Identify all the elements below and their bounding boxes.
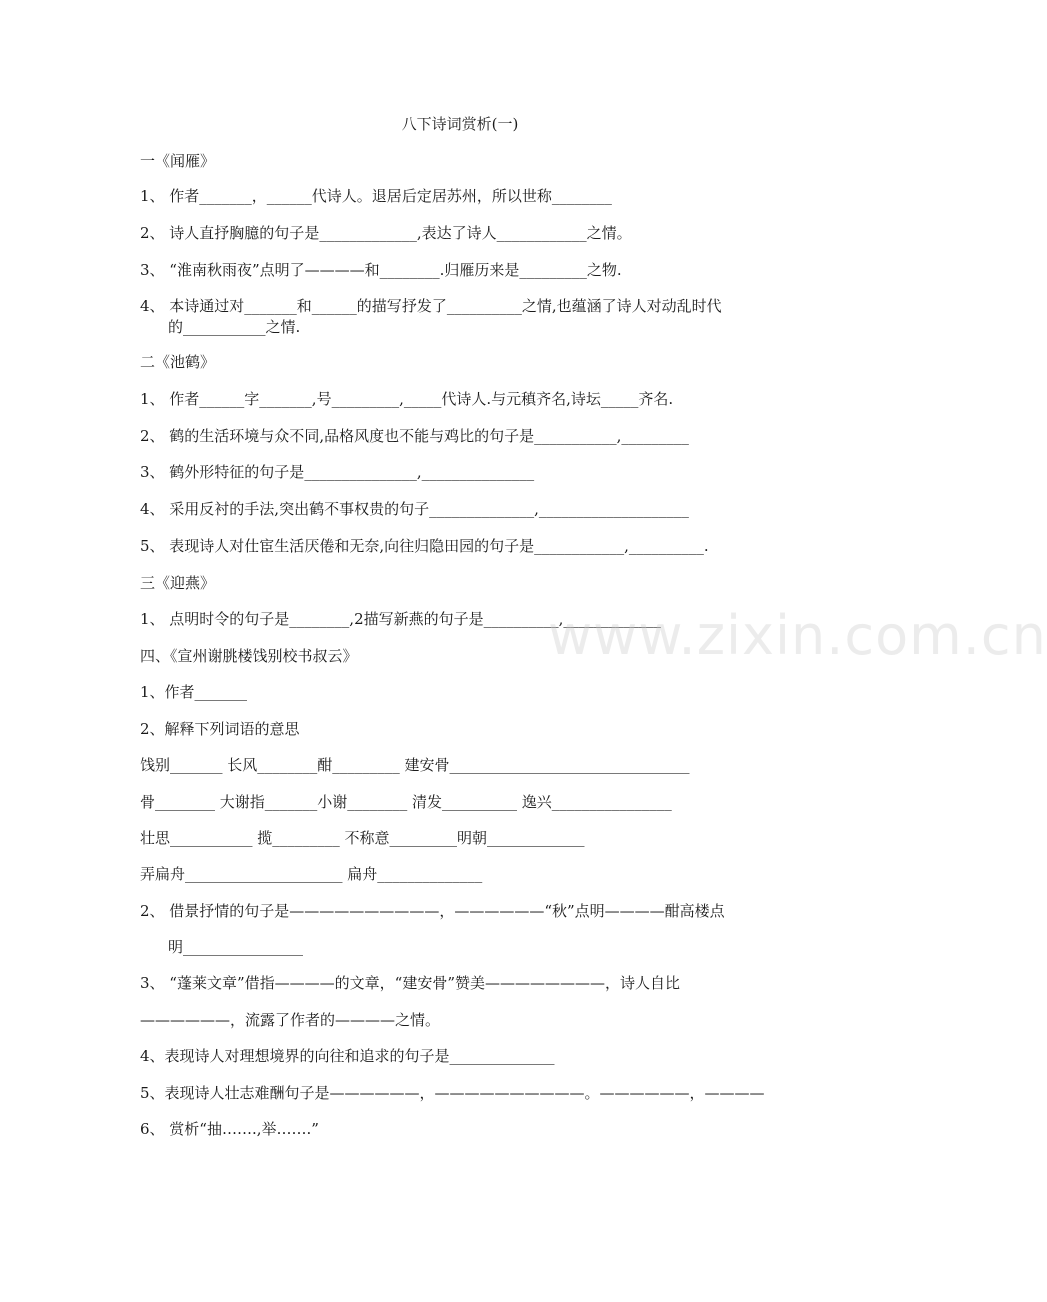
question-line: 二《池鹤》 (140, 353, 216, 371)
question-line: 4、 本诗通过对_______和______的描写抒发了__________之情,也蕴涵了诗人对动乱时代 (140, 297, 722, 315)
question-line: 明________________ (168, 938, 304, 956)
watermark: www.zixin.com.cn (548, 604, 1047, 667)
question-line: 4、 采用反衬的手法,突出鹤不事权贵的句子______________,____________________ (140, 500, 689, 518)
question-line: 1、作者_______ (140, 683, 248, 701)
question-line: 5、表现诗人壮志难酬句子是——————，——————————。——————，———— (140, 1084, 765, 1102)
question-line: 的___________之情. (168, 318, 301, 336)
question-line: 骨________ 大谢指_______小谢________ 清发__________ 逸兴________________ (140, 793, 672, 811)
question-line: 3、 鹤外形特征的句子是_______________,_______________ (140, 463, 535, 481)
question-line: 一《闻雁》 (140, 152, 216, 170)
question-line: 2、 诗人直抒胸臆的句子是_____________,表达了诗人____________之情。 (140, 224, 632, 242)
question-line: 三《迎燕》 (140, 574, 216, 592)
question-line: 3、 “蓬莱文章”借指————的文章，“建安骨”赞美————————，诗人自比 (140, 974, 680, 992)
question-line: 2、解释下列词语的意思 (140, 720, 300, 738)
question-line: 1、 作者_______，______代诗人。退居后定居苏州，所以世称________ (140, 187, 612, 205)
question-line: 2、 鹤的生活环境与众不同,品格风度也不能与鸡比的句子是___________,_________ (140, 427, 689, 445)
question-line: 壮思___________ 揽_________ 不称意_________明朝_____________ (140, 829, 585, 847)
question-line: 四、《宣州谢朓楼饯别校书叔云》 (140, 647, 358, 665)
page-title: 八下诗词赏析(一) (401, 115, 519, 133)
question-line: 1、 点明时令的句子是________,2描写新燕的句子是__________,_____________ (140, 610, 661, 628)
question-line: 5、 表现诗人对仕宦生活厌倦和无奈,向往归隐田园的句子是____________,__________. (140, 537, 709, 555)
question-line: 2、 借景抒情的句子是——————————，——————“秋”点明————酣高楼点 (140, 902, 725, 920)
question-line: 4、表现诗人对理想境界的向往和追求的句子是______________ (140, 1047, 555, 1065)
question-line: 1、 作者______字_______,号_________,_____代诗人.与元稹齐名,诗坛_____齐名. (140, 390, 674, 408)
question-line: 饯别_______ 长风________酣_________ 建安骨________________________________ (140, 756, 690, 774)
question-line: 弄扁舟_____________________ 扁舟______________ (140, 865, 483, 883)
question-line: ——————，流露了作者的————之情。 (140, 1011, 441, 1029)
question-line: 6、 赏析“抽…….,举…….” (140, 1120, 319, 1138)
question-line: 3、 “淮南秋雨夜”点明了————和________.归雁历来是_________之物. (140, 261, 622, 279)
